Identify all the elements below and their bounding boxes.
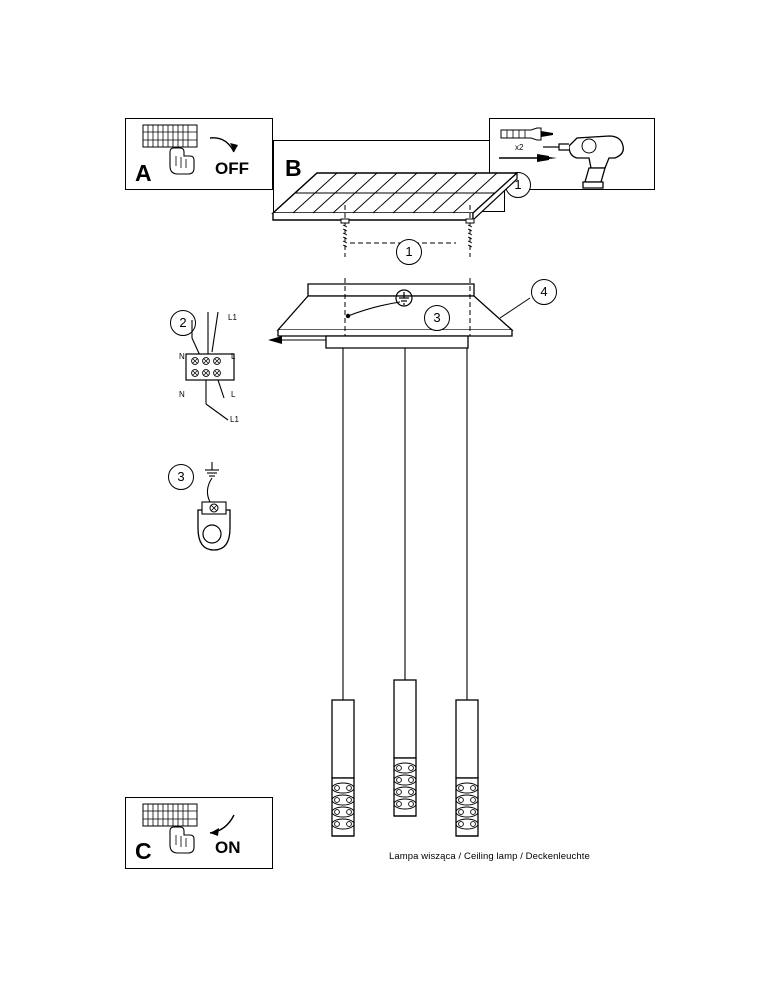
step-b-letter: B	[285, 155, 302, 181]
callout-4-canopy: 4	[531, 279, 557, 305]
step-a-letter: A	[135, 160, 152, 186]
wire-label-l-bottom: L	[231, 390, 236, 399]
breaker-switch-on-icon	[140, 801, 250, 867]
callout-3-canopy: 3	[424, 305, 450, 331]
terminal-block-icon	[172, 308, 252, 430]
product-caption: Lampa wisząca / Ceiling lamp / Deckenleuchte	[389, 851, 590, 862]
parts-quantity-label: x2	[515, 143, 524, 152]
callout-2-wiring: 2	[170, 310, 196, 336]
callout-3-earth: 3	[168, 464, 194, 490]
earth-screw-detail-icon	[190, 458, 250, 568]
wall-plug-icon	[497, 124, 557, 144]
wire-label-l1-bottom: L1	[230, 415, 239, 424]
step-a-state-label: OFF	[215, 159, 249, 178]
pendant-lamps-illustration	[310, 348, 500, 858]
drill-icon	[565, 124, 647, 190]
wire-label-l1-top: L1	[228, 313, 237, 322]
wire-label-n-bottom: N	[179, 390, 185, 399]
callout-4-leader	[500, 292, 536, 322]
step-c-letter: C	[135, 838, 152, 864]
screw-icon	[497, 152, 559, 164]
callout-1-ceiling: 1	[396, 239, 422, 265]
wire-label-l-top: L	[231, 352, 236, 361]
callout-1-tools: 1	[505, 172, 531, 198]
step-c-state-label: ON	[215, 838, 241, 857]
canopy-illustration	[262, 278, 530, 358]
wire-label-n-top: N	[179, 352, 185, 361]
breaker-switch-off-icon	[140, 122, 250, 188]
